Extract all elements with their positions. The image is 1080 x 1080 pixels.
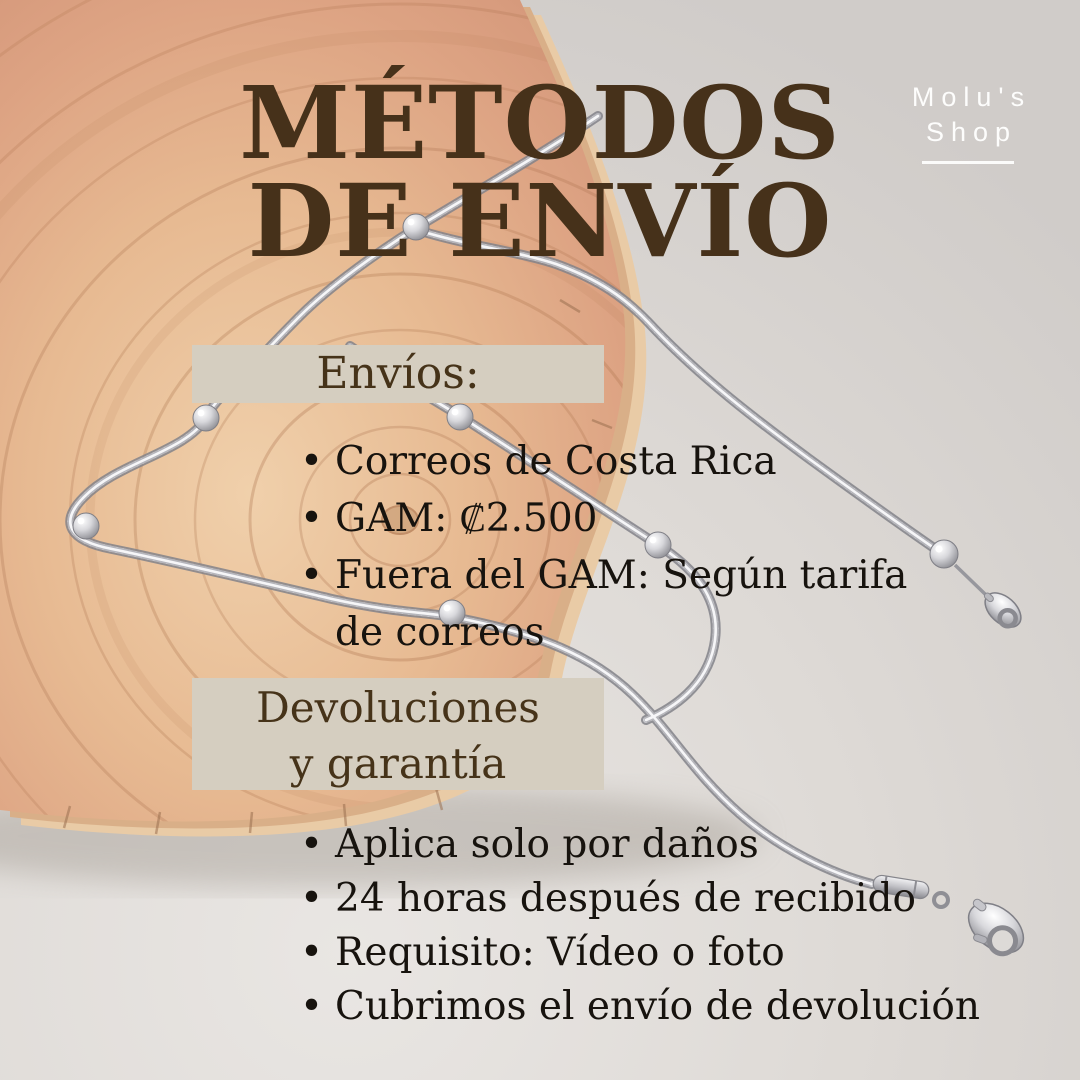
list-item <box>300 490 920 547</box>
list-item <box>300 980 1020 1034</box>
list-item <box>300 818 1020 872</box>
list-item <box>300 926 1020 980</box>
list-item-text: Aplica solo por daños <box>335 822 759 867</box>
list-item <box>300 872 1020 926</box>
section-header-devoluciones-line-1: Devoluciones <box>256 683 540 732</box>
bullet-dot: • <box>300 439 324 484</box>
list-item-text: Requisito: Vídeo o foto <box>335 930 785 975</box>
bullet-dot: • <box>300 496 324 541</box>
returns-list <box>300 818 1020 1034</box>
list-item-text: Correos de Costa Rica <box>335 439 777 484</box>
section-header-envios-label: Envíos: <box>316 348 480 399</box>
bullet-dot: • <box>300 553 324 598</box>
brand-name-line-2: Shop <box>925 117 1018 147</box>
chain-bead <box>193 405 219 431</box>
list-item-text: 24 horas después de recibido <box>335 876 916 921</box>
title-line-2: DE ENVÍO <box>247 162 833 280</box>
chain-bead <box>73 513 99 539</box>
section-header-devoluciones-line-2: y garantía <box>289 739 507 788</box>
brand-logo <box>878 80 1058 164</box>
list-item <box>300 547 920 661</box>
bullet-dot: • <box>300 984 324 1029</box>
title-line-1: MÉTODOS <box>239 64 841 182</box>
chain-bead <box>930 540 958 568</box>
chain-bead <box>447 404 473 430</box>
shipping-list <box>300 433 920 661</box>
bullet-dot: • <box>300 822 324 867</box>
list-item-text: Cubrimos el envío de devolución <box>335 984 980 1029</box>
list-item <box>300 433 920 490</box>
section-header-envios <box>192 345 604 403</box>
section-header-devoluciones <box>192 678 604 790</box>
bullet-dot: • <box>300 876 324 921</box>
brand-underline <box>922 161 1014 164</box>
brand-name-line-1: Molu's <box>911 82 1032 112</box>
list-item-text: Fuera del GAM: Según tarifa de correos <box>335 553 908 655</box>
bullet-dot: • <box>300 930 324 975</box>
list-item-text: GAM: ₡2.500 <box>335 496 598 541</box>
